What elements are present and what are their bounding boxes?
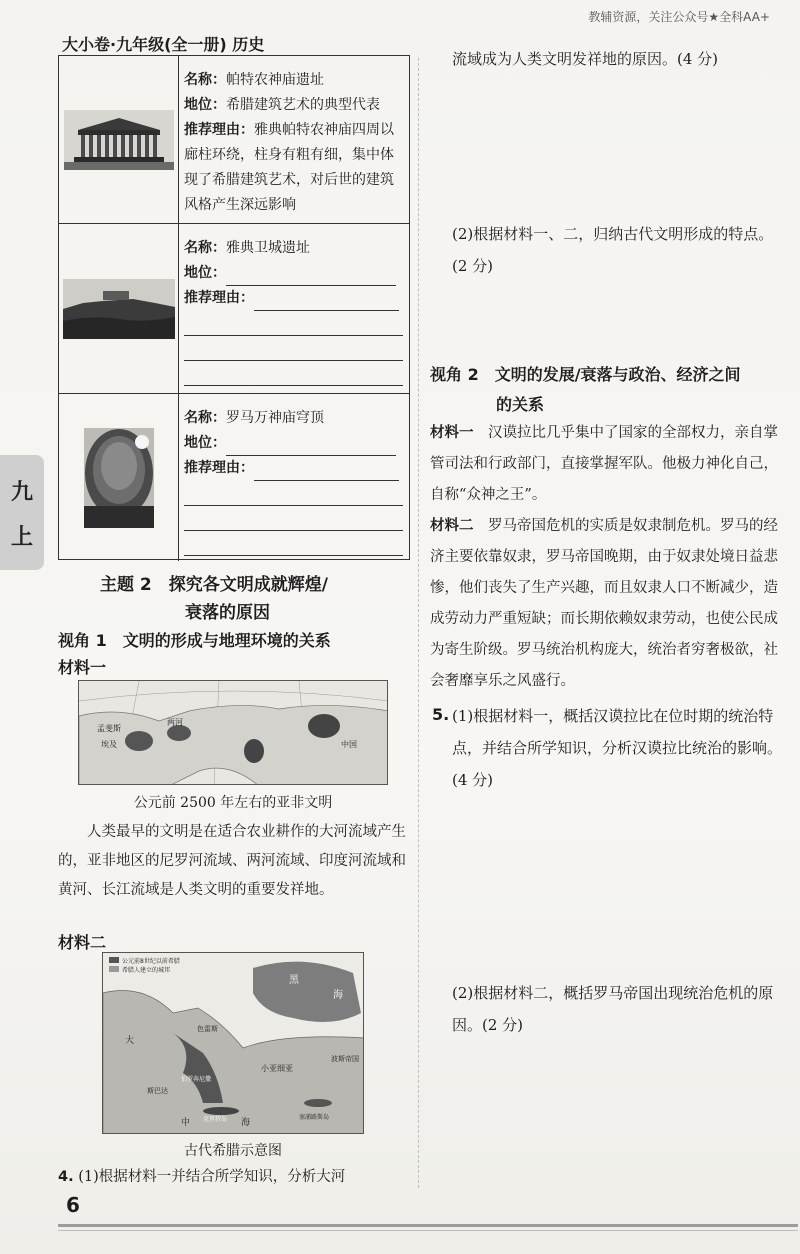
map2-legend: 公元前8世纪以前希腊 xyxy=(122,958,180,965)
perspective-2-title-cont: 的关系 xyxy=(496,395,545,414)
question-4-part-1-text: (1)根据材料一并结合所学知识，分析大河 xyxy=(78,1169,346,1185)
perspective-2-material-2 xyxy=(430,511,785,697)
map2-label: 波斯帝国 xyxy=(331,1055,359,1063)
table-row xyxy=(59,224,409,394)
answer-line[interactable] xyxy=(184,361,403,386)
answer-line[interactable] xyxy=(184,311,403,336)
map2-label: 克里特岛 xyxy=(203,1116,228,1123)
answer-line[interactable] xyxy=(184,481,403,506)
perspective-2-title: 视角 2 文明的发展/衰落与政治、经济之间 xyxy=(430,365,741,384)
question-4-part-1 xyxy=(58,1163,413,1192)
name-label: 名称： xyxy=(184,72,226,88)
map2-label: 海 xyxy=(333,990,343,1001)
question-5-part-2: (2)根据材料二，概括罗马帝国出现统治危机的原因。(2 分) xyxy=(452,984,774,1034)
material-1-label: 材料一 xyxy=(58,658,107,677)
pantheon-dome-photo xyxy=(59,394,179,561)
acropolis-info xyxy=(184,236,403,386)
reason-blank[interactable] xyxy=(254,291,399,311)
material-text: 罗马帝国危机的实质是奴隶制危机。罗马的经济主要依靠奴隶，罗马帝国晚期，由于奴隶处境日益悲惨，他们丧失了生产兴趣，而且奴隶人口不断减少，造成劳动力严重短缺；而长期依赖奴隶劳动，也使公民成为寄生阶级。罗马统治机构庞大，统治者穷奢极欲，社会奢靡享乐之风盛行。 xyxy=(430,518,778,689)
ancient-greece-map xyxy=(102,952,364,1134)
map2-label: 小亚细亚 xyxy=(261,1064,293,1073)
book-title-header: 大小卷·九年级(全一册) 历史 xyxy=(62,35,265,54)
reason-blank[interactable] xyxy=(254,461,399,481)
heritage-name: 雅典卫城遗址 xyxy=(226,240,310,256)
theme-title-cont: 衰落的原因 xyxy=(185,603,270,623)
map2-label: 斯巴达 xyxy=(147,1087,168,1095)
question-5-number: 5. xyxy=(432,705,450,724)
question-5-part-1: (1)根据材料一，概括汉谟拉比在位时期的统治特点，并结合所学知识，分析汉谟拉比统治的影响。(4 分) xyxy=(452,707,783,789)
map1-label: 两河 xyxy=(167,718,183,727)
location-blank[interactable] xyxy=(226,266,396,286)
column-divider xyxy=(418,58,419,1188)
question-4-part-1-cont: 流域成为人类文明发祥地的原因。(4 分) xyxy=(452,50,719,68)
material-text: 汉谟拉比几乎集中了国家的全部权力，亲自掌管司法和行政部门，直接掌握军队。他极力神化自己，自称“众神之王”。 xyxy=(430,425,778,503)
map2-label: 大 xyxy=(125,1036,135,1046)
material-1-text: 人类最早的文明是在适合农业耕作的大河流域产生的，亚非地区的尼罗河流域、两河流域、印度河流域和黄河、长江流域是人类文明的重要发祥地。 xyxy=(58,824,406,898)
reason-label: 推荐理由： xyxy=(184,290,254,306)
question-4-number: 4. xyxy=(58,1169,74,1185)
grade-side-tab xyxy=(0,455,44,570)
question-4-part-2: (2)根据材料一、二，归纳古代文明形成的特点。(2 分) xyxy=(452,225,774,275)
footer-rule xyxy=(58,1224,798,1227)
theme-title: 主题 2 探究各文明成就辉煌/ xyxy=(100,575,328,595)
location-blank[interactable] xyxy=(226,436,396,456)
answer-line[interactable] xyxy=(184,531,403,556)
location-label: 地位： xyxy=(184,97,226,113)
map-1-caption: 公元前 2500 年左右的亚非文明 xyxy=(133,795,333,811)
map1-label: 孟斐斯 xyxy=(97,724,121,733)
material-2-label: 材料二 xyxy=(58,933,107,952)
answer-line[interactable] xyxy=(184,506,403,531)
answer-line[interactable] xyxy=(184,336,403,361)
map-2-caption: 古代希腊示意图 xyxy=(184,1143,282,1159)
reason-label: 推荐理由： xyxy=(184,460,254,476)
acropolis-photo xyxy=(59,224,179,393)
location-label: 地位： xyxy=(184,435,226,451)
watermark-header: 教辅资源，关注公众号★全科AA+ xyxy=(588,10,770,24)
map2-label: 色雷斯 xyxy=(197,1025,218,1033)
map1-label: 埃及 xyxy=(101,740,117,749)
name-label: 名称： xyxy=(184,240,226,256)
map2-label: 海 xyxy=(241,1118,251,1128)
heritage-location: 希腊建筑艺术的典型代表 xyxy=(226,97,380,113)
perspective-2-material-1 xyxy=(430,418,785,511)
map2-legend: 希腊人建立的城邦 xyxy=(122,967,171,974)
material-label: 材料一 xyxy=(430,425,474,441)
location-label: 地位： xyxy=(184,265,226,281)
material-label: 材料二 xyxy=(430,518,474,534)
map2-label: 塞浦路斯岛 xyxy=(299,1114,330,1121)
heritage-table xyxy=(58,55,410,560)
asia-africa-civilization-map xyxy=(78,680,388,785)
heritage-reason: 雅典帕特农神庙四周以廊柱环绕，柱身有粗有细，集中体现了希腊建筑艺术，对后世的建筑风格产生深远影响 xyxy=(184,122,394,213)
parthenon-photo xyxy=(59,56,179,223)
perspective-1-title: 视角 1 文明的形成与地理环境的关系 xyxy=(58,631,331,650)
heritage-name: 帕特农神庙遗址 xyxy=(226,72,324,88)
name-label: 名称： xyxy=(184,410,226,426)
parthenon-info xyxy=(184,68,403,218)
reason-label: 推荐理由： xyxy=(184,122,254,138)
map1-label: 中国 xyxy=(341,740,357,749)
table-row xyxy=(59,56,409,224)
side-tab-char-2: 上 xyxy=(10,524,33,550)
side-tab-char-1: 九 xyxy=(10,479,33,505)
page-number: 6 xyxy=(66,1193,80,1217)
map2-label: 伯罗奔尼撒 xyxy=(181,1076,212,1083)
table-row xyxy=(59,394,409,561)
map2-label: 黑 xyxy=(289,975,299,986)
heritage-name: 罗马万神庙穹顶 xyxy=(226,410,324,426)
footer-rule-thin xyxy=(58,1230,798,1231)
map2-label: 中 xyxy=(181,1118,191,1128)
pantheon-info xyxy=(184,406,403,556)
